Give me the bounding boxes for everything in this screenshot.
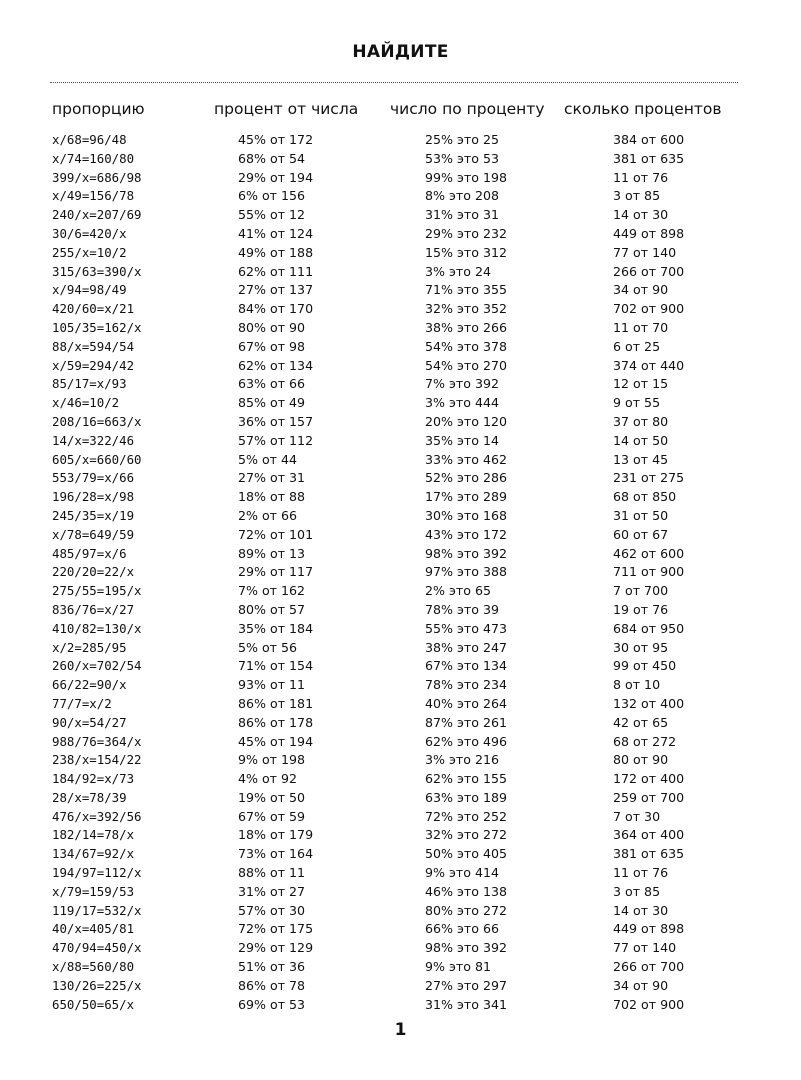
exercise-item: 7% это 392 — [425, 376, 499, 392]
exercise-item: 57% от 30 — [238, 902, 306, 918]
exercise-item: 4% от 92 — [238, 771, 298, 787]
exercise-item: 55% от 12 — [238, 207, 306, 223]
exercise-item: 78% это 39 — [425, 601, 499, 617]
exercise-item: x/78=649/59 — [52, 526, 135, 542]
exercise-item: 62% от 134 — [238, 357, 314, 373]
exercise-item: 89% от 13 — [238, 545, 306, 561]
exercise-item: 410/82=130/x — [52, 620, 142, 636]
exercise-item: 62% это 155 — [425, 771, 507, 787]
exercise-item: 260/x=702/54 — [52, 658, 142, 674]
exercise-item: 50% это 405 — [425, 846, 507, 862]
exercise-item: 220/20=22/x — [52, 564, 135, 580]
exercise-item: 259 от 700 — [613, 789, 685, 805]
exercise-item: 172 от 400 — [613, 771, 685, 787]
exercise-item: 9% от 198 — [238, 752, 306, 768]
exercise-item: 68 от 850 — [613, 489, 677, 505]
exercise-item: 45% от 172 — [238, 132, 314, 147]
exercise-item: 28/x=78/39 — [52, 789, 127, 805]
header-proportion: пропорцию — [52, 100, 145, 118]
exercise-item: 7% от 162 — [238, 583, 306, 599]
exercise-item: 266 от 700 — [613, 263, 685, 279]
exercise-item: 182/14=78/x — [52, 827, 135, 843]
exercise-item: 27% это 297 — [425, 977, 507, 993]
exercise-item: 54% это 378 — [425, 338, 507, 354]
exercise-item: 80% от 90 — [238, 319, 306, 335]
exercise-item: 553/79=x/66 — [52, 470, 135, 486]
exercise-item: 134/67=92/x — [52, 846, 135, 862]
exercise-item: 86% от 181 — [238, 695, 314, 711]
exercise-item: 3% это 444 — [425, 395, 499, 411]
exercise-item: 62% от 111 — [238, 263, 314, 279]
exercise-item: 34 от 90 — [613, 977, 669, 993]
exercise-item: 63% от 66 — [238, 376, 306, 392]
exercise-item: 470/94=450/x — [52, 940, 142, 956]
exercise-item: 130/26=225/x — [52, 977, 142, 993]
exercise-item: 30% это 168 — [425, 507, 507, 523]
exercise-item: 84% от 170 — [238, 301, 314, 317]
exercise-item: 605/x=660/60 — [52, 451, 142, 467]
exercise-item: 7 от 30 — [613, 808, 661, 824]
exercise-item: 650/50=65/x — [52, 996, 135, 1012]
exercise-item: 12 от 15 — [613, 376, 669, 392]
exercise-item: 80% от 57 — [238, 601, 306, 617]
exercise-item: 37 от 80 — [613, 413, 669, 429]
exercise-item: 374 от 440 — [613, 357, 685, 373]
exercise-item: 381 от 635 — [613, 150, 685, 166]
exercise-item: 27% от 31 — [238, 470, 306, 486]
exercise-item: 238/x=154/22 — [52, 752, 142, 768]
exercise-item: 3 от 85 — [613, 188, 661, 204]
exercise-item: 20% это 120 — [425, 413, 507, 429]
exercise-item: 245/35=x/19 — [52, 507, 135, 523]
exercise-item: 67% от 98 — [238, 338, 306, 354]
exercise-item: 29% от 129 — [238, 940, 314, 956]
column-how-many-percent — [613, 131, 684, 1014]
exercise-item: 31% от 27 — [238, 883, 306, 899]
exercise-item: 36% от 157 — [238, 413, 314, 429]
exercise-item: 66/22=90/x — [52, 677, 127, 693]
exercise-item: 88% от 11 — [238, 865, 306, 881]
exercise-item: 77 от 140 — [613, 244, 677, 260]
exercise-item: 46% это 138 — [425, 883, 507, 899]
exercise-item: 18% от 88 — [238, 489, 306, 505]
exercise-item: 97% это 388 — [425, 564, 507, 580]
exercise-item: 266 от 700 — [613, 959, 685, 975]
exercise-item: 38% это 266 — [425, 319, 507, 335]
exercise-item: 3% это 216 — [425, 752, 499, 768]
exercise-item: 78% это 234 — [425, 677, 507, 693]
exercise-item: 80 от 90 — [613, 752, 669, 768]
exercise-item: x/94=98/49 — [52, 282, 127, 298]
exercise-item: 52% это 286 — [425, 470, 507, 486]
exercise-item: 71% это 355 — [425, 282, 507, 298]
exercise-item: 29% от 194 — [238, 169, 314, 185]
exercise-item: 420/60=x/21 — [52, 301, 135, 317]
header-percent-of-number: процент от числа — [214, 100, 359, 118]
exercise-item: 77 от 140 — [613, 940, 677, 956]
exercise-item: 449 от 898 — [613, 921, 685, 937]
exercise-item: 38% это 247 — [425, 639, 507, 655]
exercise-item: 485/97=x/6 — [52, 545, 127, 561]
exercise-item: 5% от 44 — [238, 451, 298, 467]
exercise-item: 30/6=420/x — [52, 225, 127, 241]
exercise-item: 3% это 24 — [425, 263, 491, 279]
exercise-item: 99 от 450 — [613, 658, 677, 674]
exercise-item: 17% это 289 — [425, 489, 507, 505]
exercise-item: x/49=156/78 — [52, 188, 135, 204]
exercise-item: 71% от 154 — [238, 658, 314, 674]
exercise-item: 240/x=207/69 — [52, 207, 142, 223]
exercise-item: 9% это 414 — [425, 865, 499, 881]
exercise-item: 69% от 53 — [238, 996, 306, 1012]
exercise-item: 72% от 101 — [238, 526, 314, 542]
exercise-item: 231 от 275 — [613, 470, 685, 486]
exercise-item: 702 от 900 — [613, 996, 685, 1012]
exercise-item: 836/76=x/27 — [52, 601, 135, 617]
exercise-item: 208/16=663/x — [52, 413, 142, 429]
exercise-item: 87% это 261 — [425, 714, 507, 730]
exercise-item: 14/x=322/46 — [52, 432, 135, 448]
column-percent-of-number — [238, 131, 313, 1014]
exercise-item: 29% от 117 — [238, 564, 314, 580]
exercise-item: 40/x=405/81 — [52, 921, 135, 937]
exercise-item: 384 от 600 — [613, 132, 685, 147]
exercise-item: 80% это 272 — [425, 902, 507, 918]
exercise-item: 711 от 900 — [613, 564, 685, 580]
exercise-item: 85/17=x/93 — [52, 376, 127, 392]
exercise-item: 15% это 312 — [425, 244, 507, 260]
exercise-item: 88/x=594/54 — [52, 338, 135, 354]
dotted-divider — [50, 82, 738, 83]
exercise-item: 31% это 341 — [425, 996, 507, 1012]
exercise-item: 2% это 65 — [425, 583, 491, 599]
exercise-item: 54% это 270 — [425, 357, 507, 373]
exercise-item: 93% от 11 — [238, 677, 306, 693]
exercise-item: 364 от 400 — [613, 827, 685, 843]
exercise-item: 31 от 50 — [613, 507, 669, 523]
exercise-item: 43% это 172 — [425, 526, 507, 542]
exercise-item: 18% от 179 — [238, 827, 314, 843]
exercise-item: 14 от 30 — [613, 207, 669, 223]
exercise-item: 42 от 65 — [613, 714, 669, 730]
exercise-item: 30 от 95 — [613, 639, 669, 655]
exercise-item: 41% от 124 — [238, 225, 314, 241]
exercise-item: 29% это 232 — [425, 225, 507, 241]
exercise-item: 14 от 30 — [613, 902, 669, 918]
exercise-item: 988/76=364/x — [52, 733, 142, 749]
exercise-item: 72% от 175 — [238, 921, 314, 937]
exercise-item: 9% это 81 — [425, 959, 491, 975]
exercise-item: 7 от 700 — [613, 583, 669, 599]
exercise-item: 5% от 56 — [238, 639, 298, 655]
exercise-item: 275/55=195/x — [52, 583, 142, 599]
exercise-item: x/59=294/42 — [52, 357, 135, 373]
column-proportion — [52, 131, 142, 1014]
exercise-item: 72% это 252 — [425, 808, 507, 824]
exercise-item: 132 от 400 — [613, 695, 685, 711]
exercise-item: 184/92=x/73 — [52, 771, 135, 787]
exercise-item: 194/97=112/x — [52, 865, 142, 881]
exercise-item: 462 от 600 — [613, 545, 685, 561]
exercise-item: 6% от 156 — [238, 188, 306, 204]
exercise-item: 68% от 54 — [238, 150, 306, 166]
exercise-item: 62% это 496 — [425, 733, 507, 749]
exercise-item: 476/x=392/56 — [52, 808, 142, 824]
exercise-item: 66% это 66 — [425, 921, 499, 937]
exercise-item: 77/7=x/2 — [52, 695, 112, 711]
exercise-item: 85% от 49 — [238, 395, 306, 411]
header-number-by-percent: число по проценту — [390, 100, 545, 118]
exercise-item: 11 от 70 — [613, 319, 669, 335]
exercise-item: 702 от 900 — [613, 301, 685, 317]
exercise-item: 449 от 898 — [613, 225, 685, 241]
exercise-item: 19% от 50 — [238, 789, 306, 805]
exercise-item: 2% от 66 — [238, 507, 298, 523]
exercise-item: 13 от 45 — [613, 451, 669, 467]
exercise-item: x/74=160/80 — [52, 150, 135, 166]
exercise-item: 31% это 31 — [425, 207, 499, 223]
exercise-item: 8% это 208 — [425, 188, 499, 204]
exercise-item: 315/63=390/x — [52, 263, 142, 279]
exercise-item: 86% от 178 — [238, 714, 314, 730]
exercise-item: x/88=560/80 — [52, 959, 135, 975]
exercise-item: x/79=159/53 — [52, 883, 135, 899]
exercise-item: 49% от 188 — [238, 244, 314, 260]
exercise-item: 57% от 112 — [238, 432, 314, 448]
exercise-item: 68 от 272 — [613, 733, 677, 749]
exercise-item: 63% это 189 — [425, 789, 507, 805]
exercise-item: 53% это 53 — [425, 150, 499, 166]
exercise-item: 67% это 134 — [425, 658, 507, 674]
exercise-item: 19 от 76 — [613, 601, 669, 617]
exercise-item: x/68=96/48 — [52, 132, 127, 147]
exercise-item: 6 от 25 — [613, 338, 661, 354]
exercise-item: 98% это 392 — [425, 940, 507, 956]
exercise-item: 90/x=54/27 — [52, 714, 127, 730]
exercise-item: 196/28=x/98 — [52, 489, 135, 505]
exercise-item: 8 от 10 — [613, 677, 661, 693]
column-number-by-percent — [425, 131, 507, 1014]
header-how-many-percent: сколько процентов — [564, 100, 722, 118]
exercise-item: 399/x=686/98 — [52, 169, 142, 185]
exercise-item: 35% от 184 — [238, 620, 314, 636]
exercise-item: 684 от 950 — [613, 620, 685, 636]
exercise-item: 14 от 50 — [613, 432, 669, 448]
exercise-item: 40% это 264 — [425, 695, 507, 711]
exercise-item: 25% это 25 — [425, 132, 499, 147]
exercise-item: 34 от 90 — [613, 282, 669, 298]
exercise-item: 32% это 272 — [425, 827, 507, 843]
exercise-item: 32% это 352 — [425, 301, 507, 317]
page-number: 1 — [394, 1020, 407, 1040]
exercise-item: 67% от 59 — [238, 808, 306, 824]
exercise-item: 3 от 85 — [613, 883, 661, 899]
exercise-item: 27% от 137 — [238, 282, 314, 298]
exercise-item: 381 от 635 — [613, 846, 685, 862]
exercise-item: 99% это 198 — [425, 169, 507, 185]
exercise-item: 9 от 55 — [613, 395, 661, 411]
exercise-item: 33% это 462 — [425, 451, 507, 467]
exercise-item: 55% это 473 — [425, 620, 507, 636]
exercise-item: 119/17=532/x — [52, 902, 142, 918]
exercise-item: 51% от 36 — [238, 959, 306, 975]
exercise-item: 60 от 67 — [613, 526, 669, 542]
exercise-item: 35% это 14 — [425, 432, 499, 448]
page-title: НАЙДИТЕ — [352, 42, 449, 62]
exercise-item: 45% от 194 — [238, 733, 314, 749]
exercise-item: 11 от 76 — [613, 865, 669, 881]
exercise-item: 98% это 392 — [425, 545, 507, 561]
exercise-item: 86% от 78 — [238, 977, 306, 993]
exercise-item: x/2=285/95 — [52, 639, 127, 655]
exercise-item: x/46=10/2 — [52, 395, 120, 411]
exercise-item: 105/35=162/x — [52, 319, 142, 335]
exercise-item: 73% от 164 — [238, 846, 314, 862]
exercise-item: 255/x=10/2 — [52, 244, 127, 260]
exercise-item: 11 от 76 — [613, 169, 669, 185]
